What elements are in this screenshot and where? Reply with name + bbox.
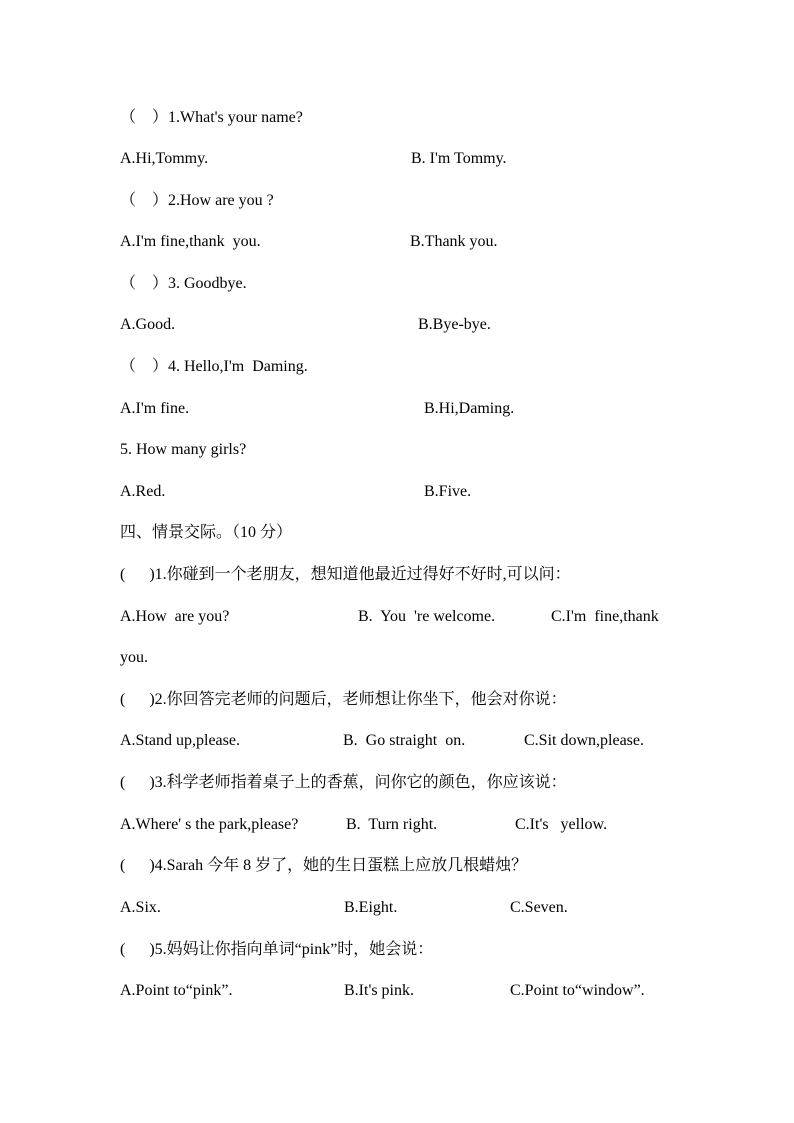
q3-1-stem: （ ）1.What's your name? bbox=[120, 109, 303, 126]
q3-1-option-a: A.Hi,Tommy. bbox=[120, 150, 209, 167]
q3-5-option-b: B.Five. bbox=[424, 483, 472, 500]
q4-5-option-c: C.Point to“window”. bbox=[510, 982, 645, 999]
q4-2-option-b: B. Go straight on. bbox=[343, 732, 466, 749]
q4-4-stem: ( )4.Sarah 今年 8 岁了，她的生日蛋糕上应放几根蜡烛？ bbox=[120, 857, 528, 874]
q4-4-option-c: C.Seven. bbox=[510, 899, 568, 916]
q4-3-stem: ( )3.科学老师指着桌子上的香蕉，问你它的颜色，你应该说： bbox=[120, 774, 567, 791]
q4-5-stem: ( )5.妈妈让你指向单词“pink”时，她会说： bbox=[120, 941, 434, 958]
q3-3-stem: （ ）3. Goodbye. bbox=[120, 275, 247, 292]
q3-3-option-a: A.Good. bbox=[120, 316, 176, 333]
section-4-heading: 四、情景交际。（10 分） bbox=[120, 524, 293, 541]
q4-5-option-a: A.Point to“pink”. bbox=[120, 982, 233, 999]
q4-3-option-c: C.It's yellow. bbox=[515, 816, 608, 833]
q3-4-stem: （ ）4. Hello,I'm Daming. bbox=[120, 358, 308, 375]
q3-2-option-a: A.I'm fine,thank you. bbox=[120, 233, 261, 250]
q3-5-option-a: A.Red. bbox=[120, 483, 166, 500]
q4-2-option-c: C.Sit down,please. bbox=[524, 732, 644, 749]
q3-3-option-b: B.Bye-bye. bbox=[418, 316, 491, 333]
q4-1-option-c: C.I'm fine,thank bbox=[551, 608, 659, 625]
q4-1-option-a: A.How are you? bbox=[120, 608, 230, 625]
q4-1-stem: ( )1.你碰到一个老朋友，想知道他最近过得好不好时,可以问： bbox=[120, 566, 571, 583]
q3-4-option-b: B.Hi,Daming. bbox=[424, 400, 515, 417]
q4-5-option-b: B.It's pink. bbox=[344, 982, 414, 999]
q4-1-option-c-continued: you. bbox=[120, 649, 148, 666]
q4-3-option-a: A.Where' s the park,please? bbox=[120, 816, 299, 833]
q4-4-option-a: A.Six. bbox=[120, 899, 161, 916]
q4-3-option-b: B. Turn right. bbox=[346, 816, 438, 833]
q3-1-option-b: B. I'm Tommy. bbox=[411, 150, 507, 167]
q3-5-stem: 5. How many girls? bbox=[120, 441, 247, 458]
q4-1-option-b: B. You 're welcome. bbox=[358, 608, 496, 625]
q4-2-stem: ( )2.你回答完老师的问题后，老师想让你坐下，他会对你说： bbox=[120, 691, 567, 708]
q4-2-option-a: A.Stand up,please. bbox=[120, 732, 240, 749]
q4-4-option-b: B.Eight. bbox=[344, 899, 398, 916]
q3-4-option-a: A.I'm fine. bbox=[120, 400, 190, 417]
q3-2-option-b: B.Thank you. bbox=[410, 233, 498, 250]
q3-2-stem: （ ）2.How are you ? bbox=[120, 192, 274, 209]
